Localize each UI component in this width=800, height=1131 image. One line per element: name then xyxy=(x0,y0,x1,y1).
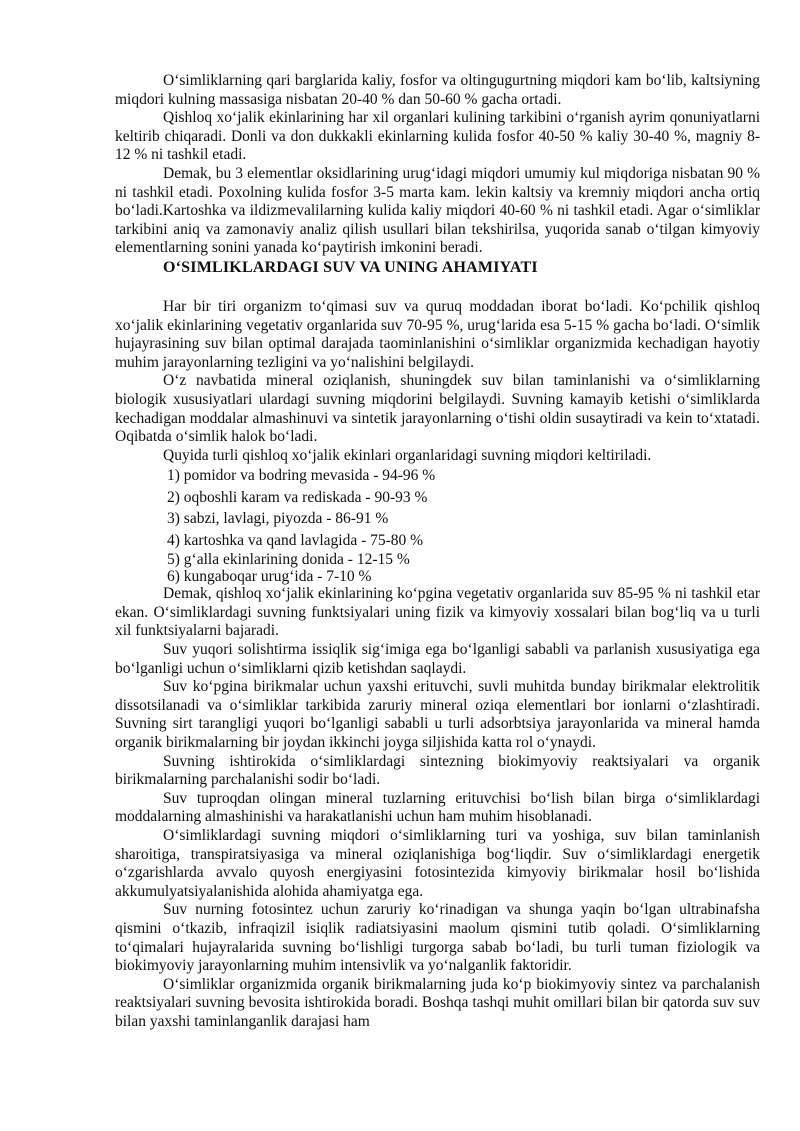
paragraph-biochemical-reactions: Suvning ishtirokida oʻsimliklardagi sintezning biokimyoviy reaktsiyalari va organik birikmalarning parchalanishi sodir boʻladi. xyxy=(115,752,760,789)
paragraph-list-intro: Quyida turli qishloq xoʻjalik ekinlari organlaridagi suvning miqdori keltiriladi. xyxy=(163,446,652,464)
section-heading: OʻSIMLIKLARDAGI SUV VA UNING AHAMIYATI xyxy=(163,258,538,276)
document-page xyxy=(115,72,760,1032)
paragraph-elements-summary: Demak, bu 3 elementlar oksidlarining urugʻidagi miqdori umumiy kul miqdoriga nisbatan 90 % ni tashkil etadi. Poxolning kulida fosfor 3-5 marta kam. lekin kaltsiy va kremniy miqdori ancha ortiq boʻladi.Kartoshka va ildizmevalilarning kulida kaliy miqdori 40-60 % ni tashkil etadi. Agar oʻsimliklar tarkibini aniq va zamonaviy analiz qilish usullari bilan tekshirilsa, yuqorida sanab oʻtilgan kimyoviy elementlarning sonini yanada koʻpaytirish imkonini beradi. xyxy=(115,164,760,257)
list-item: 5) gʻalla ekinlarining donida - 12-15 % xyxy=(167,551,410,569)
paragraph-heat-capacity: Suv yuqori solishtirma issiqlik sigʻimiga ega boʻlganligi sababli va parlanish xususiyatiga ega boʻlganligi uchun oʻsimliklarni qizib ketishdan saqlaydi. xyxy=(115,641,760,677)
paragraph-ash-composition: Qishloq xoʻjalik ekinlarining har xil organlari kulining tarkibini oʻrganish ayrim qonuniyatlarni keltirib chiqaradi. Donli va don dukkakli ekinlarning kulida fosfor 40-50 % kaliy 30-40 %, magniy 8-12 % ni tashkil etadi. xyxy=(115,109,760,164)
paragraph-mineral-nutrition: Oʻz navbatida mineral oziqlanish, shuningdek suv bilan taminlanishi va oʻsimliklarning biologik xususiyatlari ulardagi suvning miqdorini belgilaydi. Suvning kamayib ketishi oʻsimliklarda kechadigan moddalar almashinuvi va sintetik jarayonlarning oʻtishi oldin susaytiradi va kein toʻxtatadi. Oqibatda oʻsimlik halok boʻladi. xyxy=(115,372,760,446)
paragraph-radiation: Suv nurning fotosintez uchun zaruriy koʻrinadigan va shunga yaqin boʻlgan ultrabinafsha qismini oʻtkazib, infraqizil isiqlik radiatsiyasini maolum qismini tutib qoladi. Oʻsimliklarning toʻqimalari hujayralarida suvning boʻlishligi turgorga sabab boʻladi, bu turli tuman fiziologik va biokimyoviy jarayonlarning muhim intensivlik va yoʻnalganlik faktoridir. xyxy=(115,901,760,975)
list-item: 1) pomidor va bodring mevasida - 94-96 % xyxy=(167,467,436,485)
paragraph-synthesis: Oʻsimliklar organizmida organik birikmalarning juda koʻp biokimyoviy sintez va parchalanish reaktsiyalari suvning bevosita ishtirokida boradi. Boshqa tashqi muhit omillari bilan bir qatorda suv suv bilan yaxshi taminlanganlik darajasi ham xyxy=(115,975,760,1030)
paragraph-water-content: Har bir tiri organizm toʻqimasi suv va quruq moddadan iborat boʻladi. Koʻpchilik qishloq xoʻjalik ekinlarining vegetativ organlarida suv 70-95 %, urugʻlarida esa 5-15 % gacha boʻladi. Oʻsimlik hujayrasining suv bilan optimal darajada taominlanishini oʻsimliklar organizmida kechadigan hayotiy muhim jarayonlarning tezligini va yoʻnalishini belgilaydi. xyxy=(115,297,760,371)
paragraph-solvent: Suv koʻpgina birikmalar uchun yaxshi erituvchi, suvli muhitda bunday birikmalar elektrolitik dissotsilanadi va oʻsimliklar tarkibida zaruriy mineral oziqa elementlari bor ionlarni oʻzlashtiradi. Suvning sirt tarangligi yuqori boʻlganligi sababli u turli adsorbtsiya jarayonlarida va mineral hamda organik birikmalarning bir joydan ikkinchi joyga siljishida katta rol oʻynaydi. xyxy=(115,678,760,752)
list-item: 2) oqboshli karam va rediskada - 90-93 % xyxy=(167,488,428,506)
list-item: 4) kartoshka va qand lavlagida - 75-80 % xyxy=(167,531,424,549)
water-content-list xyxy=(115,465,760,585)
paragraph-ash-in-old-leaves: Oʻsimliklarning qari barglarida kaliy, fosfor va oltingugurtning miqdori kam boʻlib, kaltsiyning miqdori kulning massasiga nisbatan 20-40 % dan 50-60 % gacha ortadi. xyxy=(115,72,760,108)
list-item: 3) sabzi, lavlagi, piyozda - 86-91 % xyxy=(167,510,389,528)
paragraph-mineral-salts: Suv tuproqdan olingan mineral tuzlarning erituvchisi boʻlish bilan birga oʻsimliklardagi moddalarning almashinishi va harakatlanishi uchun ham muhim hisoblanadi. xyxy=(115,789,760,826)
paragraph-water-functions: Demak, qishloq xoʻjalik ekinlarining koʻpgina vegetativ organlarida suv 85-95 % ni tashkil etar ekan. Oʻsimliklardagi suvning funktsiyalari uning fizik va kimyoviy xossalari bilan bogʻliq va u turli xil funktsiyalarni bajaradi. xyxy=(115,585,760,640)
heading-spacer xyxy=(115,278,760,298)
paragraph-water-amount: Oʻsimliklardagi suvning miqdori oʻsimliklarning turi va yoshiga, suv bilan taminlanish sharoitiga, transpiratsiyasiga va mineral oziqlanishiga bogʻliqdir. Suv oʻsimliklardagi energetik oʻzgarishlarda avvalo quyosh energiyasini fotosintezida kimyoviy birikmalar hosil boʻlishida akkumulyatsiyalanishida alohida ahamiyatga ega. xyxy=(115,827,760,900)
list-item: 6) kungaboqar urugʻida - 7-10 % xyxy=(167,568,372,586)
